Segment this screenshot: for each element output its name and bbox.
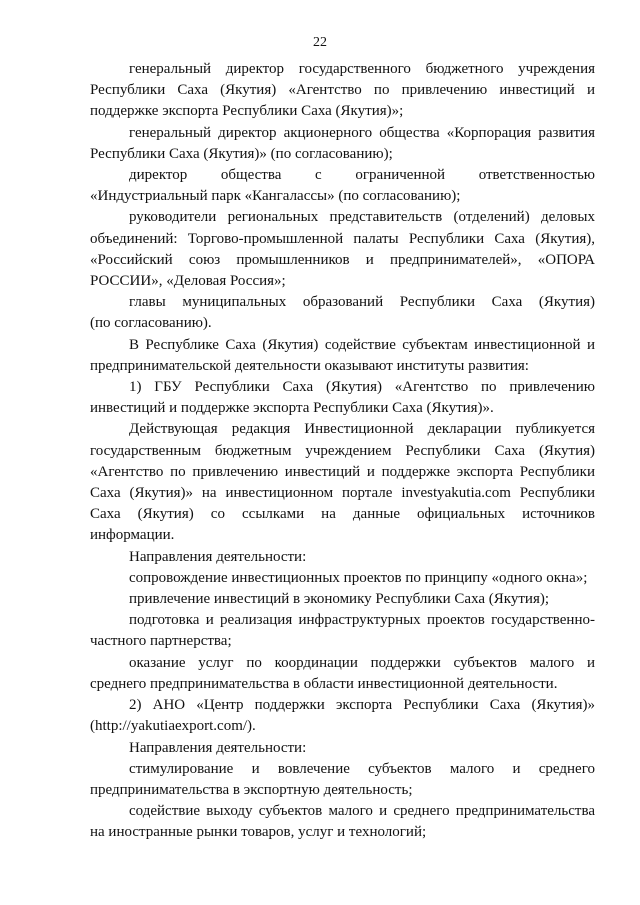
- text-line: оказание услуг по координации поддержки субъектов малого и: [129, 654, 595, 671]
- text-line: привлечение инвестиций в экономику Республики Саха (Якутия);: [129, 591, 549, 608]
- text-line: частного партнерства;: [90, 633, 232, 650]
- text-line: сопровождение инвестиционных проектов по принципу «одного окна»;: [129, 569, 588, 586]
- text-line: Направления деятельности:: [129, 739, 307, 756]
- text-line: «Индустриальный парк «Кангалассы» (по согласованию);: [90, 188, 461, 205]
- text-line: генеральный директор акционерного общества «Корпорация развития: [129, 124, 595, 141]
- page-number: 22: [313, 35, 327, 50]
- text-line: 1) ГБУ Республики Саха (Якутия) «Агентство по привлечению: [129, 379, 595, 396]
- text-line: главы муниципальных образований Республики Саха (Якутия): [129, 294, 595, 311]
- document-body: [90, 59, 595, 844]
- text-line: «Российский союз промышленников и предпринимателей», «ОПОРА: [90, 251, 595, 268]
- text-line: Саха (Якутия)» на инвестиционном портале investyakutia.com Республики: [90, 485, 595, 502]
- text-line: поддержке экспорта Республики Саха (Якутия)»;: [90, 103, 404, 120]
- text-line: руководители региональных представительств (отделений) деловых: [129, 209, 595, 226]
- text-line: на иностранные рынки товаров, услуг и технологий;: [90, 824, 427, 841]
- text-line: государственным бюджетным учреждением Республики Саха (Якутия): [90, 442, 595, 459]
- text-line: инвестиций и поддержке экспорта Республики Саха (Якутия)».: [90, 400, 494, 417]
- text-line: Республики Саха (Якутия)» (по согласованию);: [90, 145, 393, 162]
- text-line: В Республике Саха (Якутия) содействие субъектам инвестиционной и: [129, 336, 595, 353]
- text-line: среднего предпринимательства в области инвестиционной деятельности.: [90, 675, 558, 692]
- text-line: директор общества с ограниченной ответственностью: [129, 167, 595, 184]
- text-line: Республики Саха (Якутия) «Агентство по привлечению инвестиций и: [90, 82, 595, 99]
- text-line: 2) АНО «Центр поддержки экспорта Республики Саха (Якутия)»: [129, 697, 595, 714]
- text-line: РОССИИ», «Деловая Россия»;: [90, 273, 286, 290]
- text-line: объединений: Торгово-промышленной палаты Республики Саха (Якутия),: [90, 230, 595, 247]
- text-line: Направления деятельности:: [129, 548, 307, 565]
- text-line: «Агентство по привлечению инвестиций и поддержке экспорта Республики: [90, 463, 595, 480]
- text-line: генеральный директор государственного бюджетного учреждения: [129, 61, 595, 77]
- text-line: информации.: [90, 527, 175, 544]
- text-line: (по согласованию).: [90, 315, 212, 332]
- text-line: предпринимательской деятельности оказывают институты развития:: [90, 357, 529, 374]
- text-line: Действующая редакция Инвестиционной декларации публикуется: [129, 421, 595, 438]
- text-line: стимулирование и вовлечение субъектов малого и среднего: [129, 760, 595, 777]
- text-line: подготовка и реализация инфраструктурных проектов государственно-: [129, 612, 595, 629]
- text-line: содействие выходу субъектов малого и среднего предпринимательства: [129, 803, 595, 820]
- text-line: (http://yakutiaexport.com/).: [90, 718, 256, 735]
- text-line: Саха (Якутия) со ссылками на данные официальных источников: [90, 506, 595, 523]
- text-line: предпринимательства в экспортную деятельность;: [90, 781, 413, 798]
